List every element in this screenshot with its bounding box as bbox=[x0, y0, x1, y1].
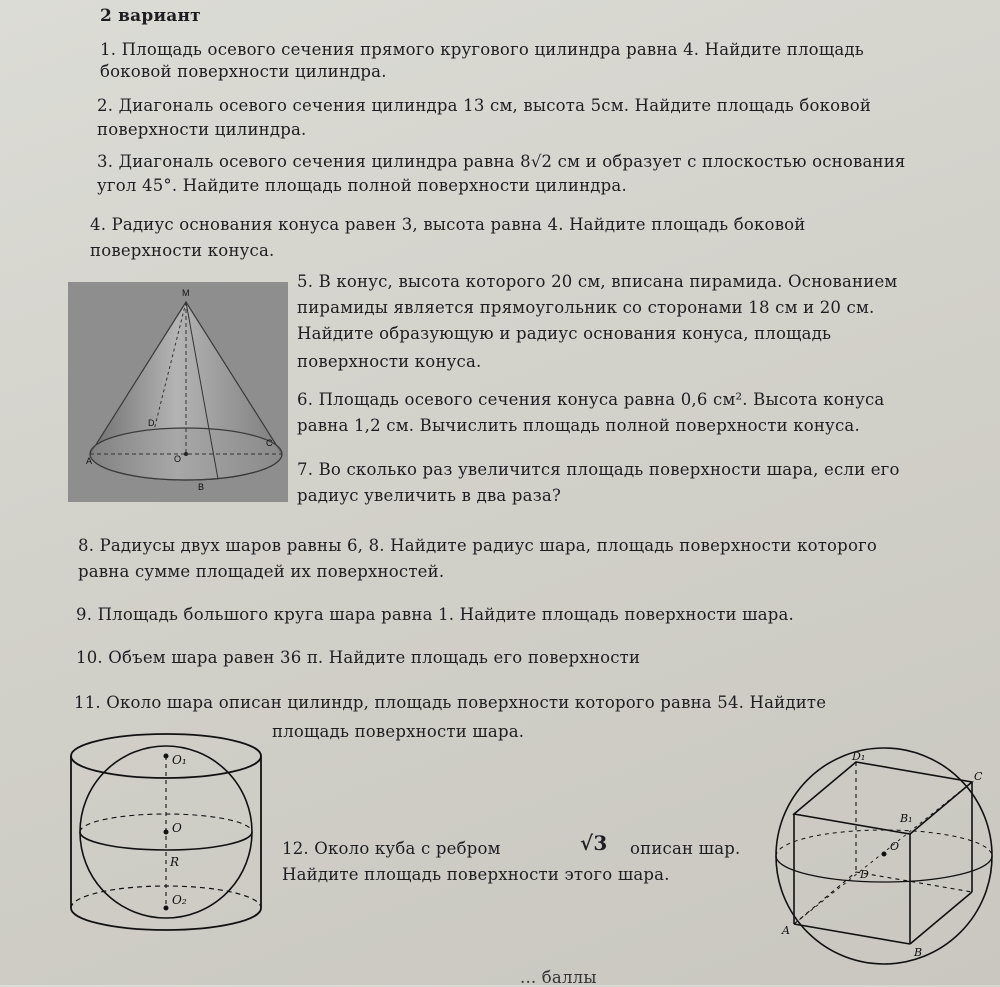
cone-label-m: M bbox=[182, 288, 190, 298]
cube-label-b: B bbox=[914, 946, 923, 959]
problem-9-line-1: 9. Площадь большого круга шара равна 1. Найдите площадь поверхности шара. bbox=[76, 605, 794, 624]
cylinder-sphere-figure bbox=[66, 722, 266, 932]
cube-label-a: A bbox=[782, 924, 790, 937]
cone-label-c: C bbox=[266, 438, 273, 448]
problem-2-line-2: поверхности цилиндра. bbox=[97, 120, 307, 139]
problem-12-line-2: Найдите площадь поверхности этого шара. bbox=[282, 865, 670, 884]
cube-label-o: O bbox=[890, 840, 900, 853]
cone-label-o: O bbox=[174, 454, 182, 464]
problem-2-line-1: 2. Диагональ осевого сечения цилиндра 13 см, высота 5см. Найдите площадь боковой bbox=[97, 96, 872, 115]
problem-7-line-1: 7. Во сколько раз увеличится площадь поверхности шара, если его bbox=[297, 460, 900, 479]
cylinder-label-o1: O₁ bbox=[172, 753, 187, 767]
cone-label-a: A bbox=[86, 456, 93, 466]
cone-label-d: D bbox=[148, 418, 155, 428]
cube-sphere-figure bbox=[760, 742, 996, 968]
problem-6-line-1: 6. Площадь осевого сечения конуса равна 0,6 см². Высота конуса bbox=[297, 390, 885, 409]
cube-sphere-drawing bbox=[760, 742, 996, 968]
cube-label-d: D bbox=[860, 868, 869, 881]
problem-6-line-2: равна 1,2 см. Вычислить площадь полной поверхности конуса. bbox=[297, 416, 860, 435]
problem-12-line-1-start: 12. Около куба с ребром bbox=[282, 839, 501, 858]
cylinder-label-o2: O₂ bbox=[172, 893, 187, 907]
problem-7-line-2: радиус увеличить в два раза? bbox=[297, 486, 562, 505]
problem-5-line-2: пирамиды является прямоугольник со сторонами 18 см и 20 см. bbox=[297, 298, 875, 317]
cylinder-sphere-drawing bbox=[66, 722, 266, 932]
problem-8-line-2: равна сумме площадей их поверхностей. bbox=[78, 562, 445, 581]
problem-10-line-1: 10. Объем шара равен 36 π. Найдите площадь его поверхности bbox=[76, 648, 641, 667]
problem-1-line-1: 1. Площадь осевого сечения прямого кругового цилиндра равна 4. Найдите площадь bbox=[100, 40, 864, 59]
cone-label-b: B bbox=[198, 482, 205, 492]
problem-12-root: √3 bbox=[580, 831, 608, 855]
problem-5-line-4: поверхности конуса. bbox=[297, 352, 482, 371]
cone-drawing bbox=[68, 282, 288, 502]
problem-4-line-1: 4. Радиус основания конуса равен 3, высота равна 4. Найдите площадь боковой bbox=[90, 215, 806, 234]
problem-11-line-1: 11. Около шара описан цилиндр, площадь поверхности которого равна 54. Найдите bbox=[74, 693, 827, 712]
cone-figure bbox=[68, 282, 288, 502]
cube-label-c: C bbox=[974, 770, 983, 783]
problem-11-line-2: площадь поверхности шара. bbox=[272, 722, 525, 741]
problem-4-line-2: поверхности конуса. bbox=[90, 241, 275, 260]
cube-label-b1: B₁ bbox=[900, 812, 913, 825]
problem-3-line-1: 3. Диагональ осевого сечения цилиндра равна 8√2 см и образует с плоскостью основания bbox=[97, 152, 906, 171]
problem-8-line-1: 8. Радиусы двух шаров равны 6, 8. Найдите радиус шара, площадь поверхности которого bbox=[78, 536, 878, 555]
cylinder-label-o: O bbox=[172, 821, 182, 835]
cylinder-label-r: R bbox=[170, 855, 180, 869]
problem-12-line-1-end: описан шар. bbox=[630, 839, 741, 858]
cube-label-d1: D₁ bbox=[852, 750, 866, 763]
variant-title: 2 вариант bbox=[100, 6, 201, 26]
problem-3-line-2: угол 45°. Найдите площадь полной поверхности цилиндра. bbox=[97, 176, 627, 195]
problem-1-line-2: боковой поверхности цилиндра. bbox=[100, 62, 387, 81]
problem-5-line-1: 5. В конус, высота которого 20 см, вписана пирамида. Основанием bbox=[297, 272, 898, 291]
problem-5-line-3: Найдите образующую и радиус основания конуса, площадь bbox=[297, 324, 832, 343]
footer-note: ... баллы bbox=[520, 968, 597, 987]
